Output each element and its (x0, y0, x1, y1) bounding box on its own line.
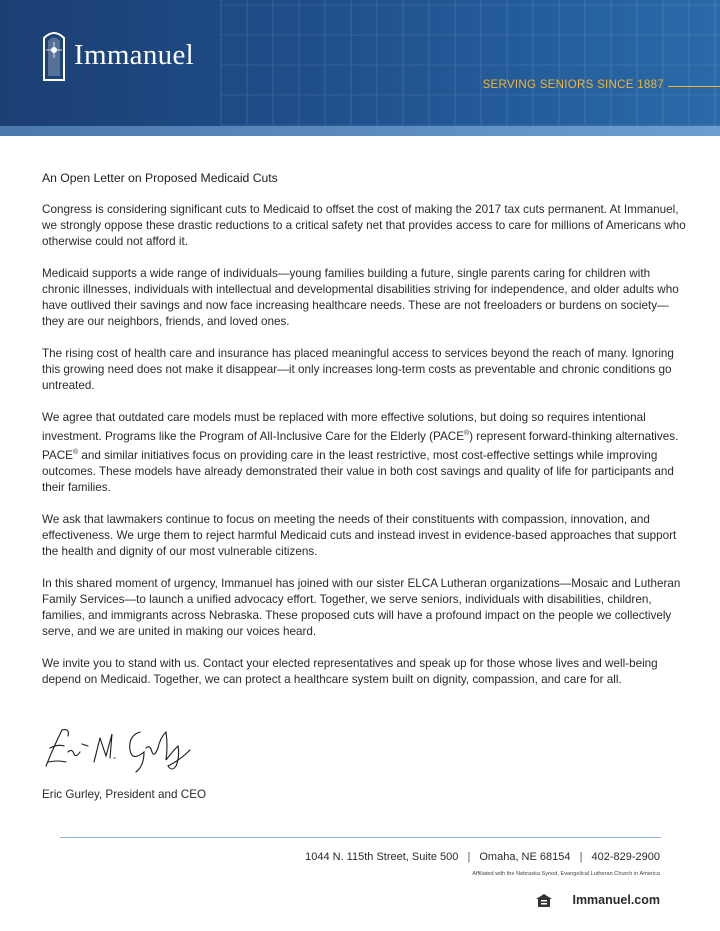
letter-body (42, 170, 687, 704)
separator: | (579, 851, 583, 863)
letter-paragraph-6: In this shared moment of urgency, Immanuel has joined with our sister ELCA Lutheran organizations—Mosaic and Lutheran Family Services—to launch a unified advocacy effort. Together, we serve seniors, individuals with disabilities, children, families, and immigrants across Nebraska. These proposed cuts will have a profound impact on the people we collectively serve, and we are united in making our voices heard. (42, 576, 681, 638)
paragraph-4-part-b: ) represent forward-thinking alternatives. PACE (42, 429, 679, 462)
banner-pattern (220, 0, 720, 126)
letter-paragraph-2: Medicaid supports a wide range of individuals—young families building a future, single parents caring for children with chronic illnesses, individuals with intellectual and developmental disabilities striving for independence, and older adults who have outlived their savings and now face increasing healthcare needs. These are not freeloaders or burdens on society—they are our neighbors, friends, and loved ones. (42, 267, 679, 328)
signer-name: Eric Gurley, President and CEO (42, 788, 207, 801)
phone-number[interactable]: 402-829-2900 (591, 851, 660, 863)
footer-website-row (536, 893, 660, 907)
affiliation-note: Affiliated with the Nebraska Synod, Evangelical Lutheran Church in America (472, 871, 660, 877)
letter-title: An Open Letter on Proposed Medicaid Cuts (42, 171, 278, 185)
city-state-zip: Omaha, NE 68154 (479, 851, 571, 863)
separator: | (467, 851, 471, 863)
handwritten-signature (40, 722, 200, 774)
letter-paragraph-1: Congress is considering significant cuts to Medicaid to offset the cost of making the 2017 tax cuts permanent. At Immanuel, we strongly oppose these drastic reductions to a critical safety net that provides access to care for millions of Americans who otherwise could not afford it. (42, 203, 686, 248)
letter-paragraph-4 (42, 410, 687, 496)
registered-mark: ® (72, 448, 79, 456)
logo[interactable] (42, 28, 194, 82)
registered-mark: ® (464, 430, 470, 437)
footer-divider (60, 837, 661, 838)
letter-paragraph-5: We ask that lawmakers continue to focus on meeting the needs of their constituents with compassion, innovation, and effectiveness. We urge them to reject harmful Medicaid cuts and instead invest in evidence-based approaches that support the health and dignity of our most vulnerable citizens. (42, 512, 677, 558)
website-link[interactable]: Immanuel.com (572, 893, 660, 907)
footer-address (305, 851, 660, 863)
street-address: 1044 N. 115th Street, Suite 500 (305, 851, 459, 863)
paragraph-4-part-c: and similar initiatives focus on providing care in the least restrictive, most cost-effective settings while improving outcomes. These models have already demonstrated their value in both cost savings and quality of life for participants and their families. (42, 448, 674, 494)
letter-paragraph-7: We invite you to stand with us. Contact your elected representatives and speak up for those whose lives and well-being depend on Medicaid. Together, we can protect a healthcare system built on dignity, compassion, and care for all. (42, 656, 658, 686)
accent-bar (0, 126, 720, 136)
header-banner (0, 0, 720, 126)
letter-paragraph-3: The rising cost of health care and insurance has placed meaningful access to services beyond the reach of many. Ignoring this growing need does not make it disappear—it only increases long-term costs as preventable and chronic conditions go untreated. (42, 347, 674, 392)
window-logo-icon (42, 28, 66, 82)
equal-housing-opportunity-icon (536, 894, 552, 907)
tagline-rule (668, 86, 720, 87)
tagline: SERVING SENIORS SINCE 1887 (482, 79, 664, 91)
paragraph-4-part-a: We agree that outdated care models must be replaced with more effective solutions, but doing so requires intentional investment. Programs like the Program of All-Inclusive Care for the Elderly (PACE (42, 411, 646, 443)
logo-wordmark: Immanuel (74, 38, 194, 71)
